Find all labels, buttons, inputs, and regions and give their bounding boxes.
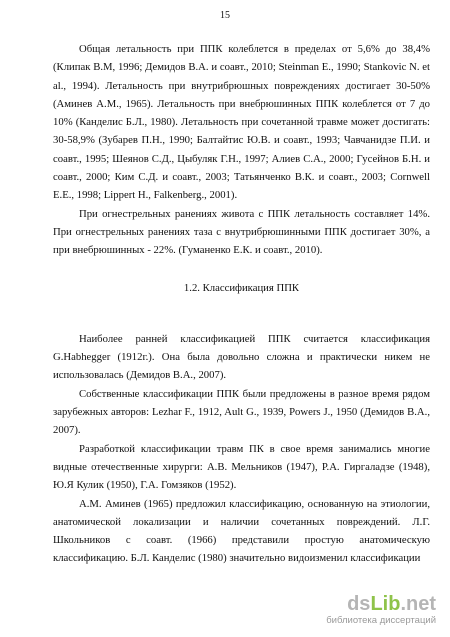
watermark-logo-net: .net xyxy=(400,593,436,615)
paragraph-mortality-overall: Общая летальность при ППК колеблется в пределах от 5,6% до 38,4% (Клипак В.М, 1996; Демидов В.А. и соавт., 2010; Steinman E., 1990; Stankovic N. et al., 1994). Летальность при внутрибрюшных повреждениях достигает 30-50% (Аминев А.М., 1965). Летальность при внебрюшинных ППК колеблется от 7 до 10% (Канделис Б.Л., 1980). Летальность при сочетанной травме может достигать: 30-58,9% (Зубарев П.Н., 1990; Балтайтис Ю.В. и соавт., 1993; Чавчанидзе П.И. и соавт., 1995; Шеянов С.Д., Цыбуляк Г.Н., 1997; Алиев С.А., 2000; Гусейнов Б.Н. и соавт., 2000; Ким С.Д. и соавт., 2003; Татьянченко В.К. и соавт., 2003; Cornwell E.E., 1998; Lippert H., Falkenberg., 2001). xyxy=(53,43,430,202)
paragraph-foreign-classifications: Собственные классификации ППК были предложены в разное время рядом зарубежных авторов: Lezhar F., 1912, Ault G., 1939, Powers J., 1950 (Демидов В.А., 2007). xyxy=(53,387,430,437)
page-number: 15 xyxy=(220,10,230,21)
section-title: 1.2. Классификация ППК xyxy=(183,281,300,294)
paragraph-gunshot-mortality: При огнестрельных ранениях живота с ППК летальность составляет 14%. При огнестрельных ранениях таза с внутрибрюшинными ППК достигает 30%, а при внебрюшинных - 22%. (Гуманенко Е.К. и соавт., 2010). xyxy=(53,207,430,257)
watermark-logo-ds: ds xyxy=(347,593,371,615)
paragraph-earliest-classification: Наиболее ранней классификацией ППК считается классификация G.Habhegger (1912г.). Она была довольно сложна и практически никем не использовалась (Демидов В.А., 2007). xyxy=(53,332,430,382)
paragraph-aminev-classification: А.М. Аминев (1965) предложил классификацию, основанную на этиологии, анатомической локализации и наличии сочетанных повреждений. Л.Г. Школьников с соавт. (1966) представили простую анатомическую классификацию. Б.Л. Канделис (1980) значительно видоизменил классификации xyxy=(53,497,430,565)
watermark-logo-lib: Lib xyxy=(370,593,401,615)
watermark-logo xyxy=(316,593,436,615)
paragraph-domestic-surgeons: Разработкой классификации травм ПК в свое время занимались многие видные отечественные хирурги: А.В. Мельников (1947), Р.А. Гиргаладзе (1948), Ю.Я Кулик (1950), Г.А. Гомзяков (1952). xyxy=(53,442,430,492)
document-body xyxy=(53,40,430,568)
watermark-tagline: библиотека диссертаций xyxy=(326,615,436,626)
watermark xyxy=(316,593,436,627)
